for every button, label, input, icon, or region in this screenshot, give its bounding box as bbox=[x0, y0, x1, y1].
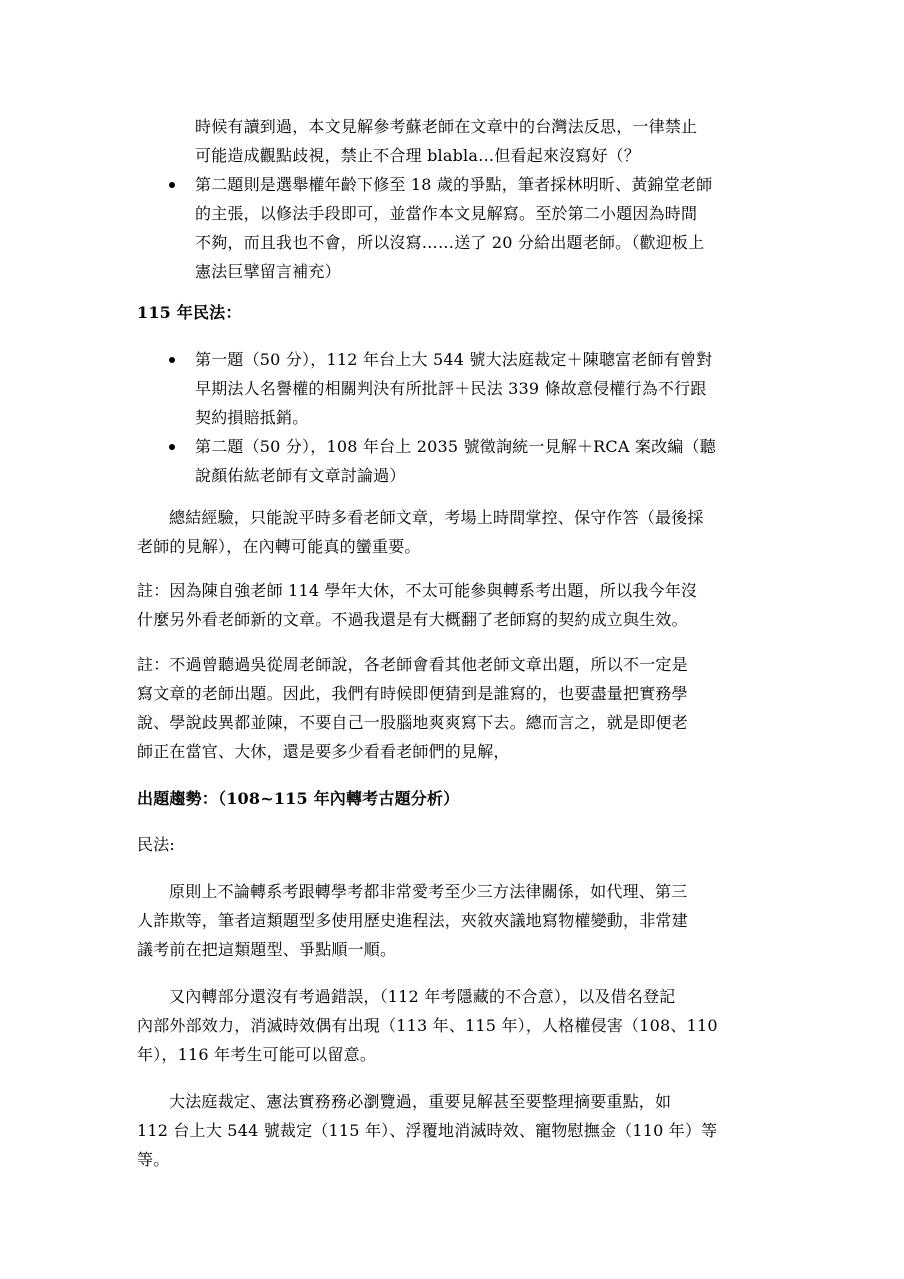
text-line: 原則上不論轉系考跟轉學考都非常愛考至少三方法律關係，如代理、第三 bbox=[169, 882, 688, 901]
text-line: 說、學說歧異都並陳，不要自己一股腦地爽爽寫下去。總而言之，就是即便老 bbox=[137, 713, 688, 732]
list-item bbox=[137, 170, 787, 286]
text-line: 早期法人名譽權的相關判決有所批評＋民法 339 條故意侵權行為不行跟 bbox=[195, 379, 707, 398]
subsection-label-civil: 民法: bbox=[137, 835, 175, 854]
text-line: 契約損賠抵銷。 bbox=[195, 408, 309, 427]
bullet-icon bbox=[169, 182, 175, 188]
text-line: 師正在當官、大休，還是要多少看看老師們的見解， bbox=[137, 742, 510, 761]
text-line: 不夠，而且我也不會，所以沒寫……送了 20 分給出題老師。（歡迎板上 bbox=[195, 233, 705, 252]
text-line: 什麼另外看老師新的文章。不過我還是有大概翻了老師寫的契約成立與生效。 bbox=[137, 610, 688, 629]
summary-paragraph bbox=[137, 503, 777, 561]
bullet-icon bbox=[169, 357, 175, 363]
text-line: 第一題（50 分），112 年台上大 544 號大法庭裁定＋陳聰富老師有曾對 bbox=[195, 350, 713, 369]
text-line: 的主張，以修法手段即可，並當作本文見解寫。至於第二小題因為時間 bbox=[195, 204, 698, 223]
text-line: 議考前在把這類題型、爭點順一順。 bbox=[137, 940, 397, 959]
text-line: 等。 bbox=[137, 1150, 170, 1169]
list-item bbox=[137, 345, 787, 432]
text-line: 112 台上大 544 號裁定（115 年）、浮覆地消滅時效、寵物慰撫金（110 年）等 bbox=[137, 1121, 718, 1140]
text-line: 內部外部效力，消滅時效偶有出現（113 年、115 年），人格權侵害（108、110 bbox=[137, 1016, 718, 1035]
text-line: 總結經驗，只能說平時多看老師文章，考場上時間掌控、保守作答（最後採 bbox=[169, 508, 704, 527]
text-line: 憲法巨擘留言補充） bbox=[195, 262, 341, 281]
text-line: 第二題（50 分），108 年台上 2035 號徵詢統一見解＋RCA 案改編（聽 bbox=[195, 437, 716, 456]
text-line: 註：因為陳自強老師 114 學年大休，不太可能參與轉系考出題，所以我今年沒 bbox=[137, 581, 698, 600]
bullet-icon bbox=[169, 444, 175, 450]
civil-bullet-list bbox=[137, 345, 787, 490]
note-paragraph bbox=[137, 650, 777, 766]
text-line: 註：不過曾聽過吳從周老師說，各老師會看其他老師文章出題，所以不一定是 bbox=[137, 655, 688, 674]
body-paragraph bbox=[137, 1087, 777, 1174]
text-line: 說顏佑紘老師有文章討論過） bbox=[195, 466, 406, 485]
body-paragraph bbox=[137, 982, 777, 1069]
body-paragraph bbox=[137, 877, 777, 964]
list-item bbox=[137, 432, 787, 490]
section-heading-civil-115: 115 年民法： bbox=[137, 303, 242, 322]
text-line: 又內轉部分還沒有考過錯誤，（112 年考隱藏的不合意），以及借名登記 bbox=[169, 987, 676, 1006]
text-line: 大法庭裁定、憲法實務務必瀏覽過，重要見解甚至要整理摘要重點，如 bbox=[169, 1092, 672, 1111]
text-line: 時候有讀到過，本文見解參考蘇老師在文章中的台灣法反思，一律禁止 bbox=[195, 117, 698, 136]
text-line: 年），116 年考生可能可以留意。 bbox=[137, 1045, 377, 1064]
text-line: 第二題則是選舉權年齡下修至 18 歲的爭點，筆者採林明昕、黃錦堂老師 bbox=[195, 175, 713, 194]
note-paragraph bbox=[137, 576, 777, 634]
text-line: 人詐欺等，筆者這類題型多使用歷史進程法，夾敘夾議地寫物權變動，非常建 bbox=[137, 911, 688, 930]
constitution-bullet-list bbox=[137, 170, 787, 286]
text-line: 可能造成觀點歧視，禁止不合理 blabla…但看起來沒寫好（？ bbox=[195, 146, 641, 165]
text-line: 寫文章的老師出題。因此，我們有時候即便猜到是誰寫的，也要盡量把實務學 bbox=[137, 684, 688, 703]
bullet-continuation bbox=[195, 112, 785, 170]
text-line: 老師的見解），在內轉可能真的蠻重要。 bbox=[137, 537, 421, 556]
section-heading-trend: 出題趨勢：（108~115 年內轉考古題分析） bbox=[137, 789, 460, 808]
